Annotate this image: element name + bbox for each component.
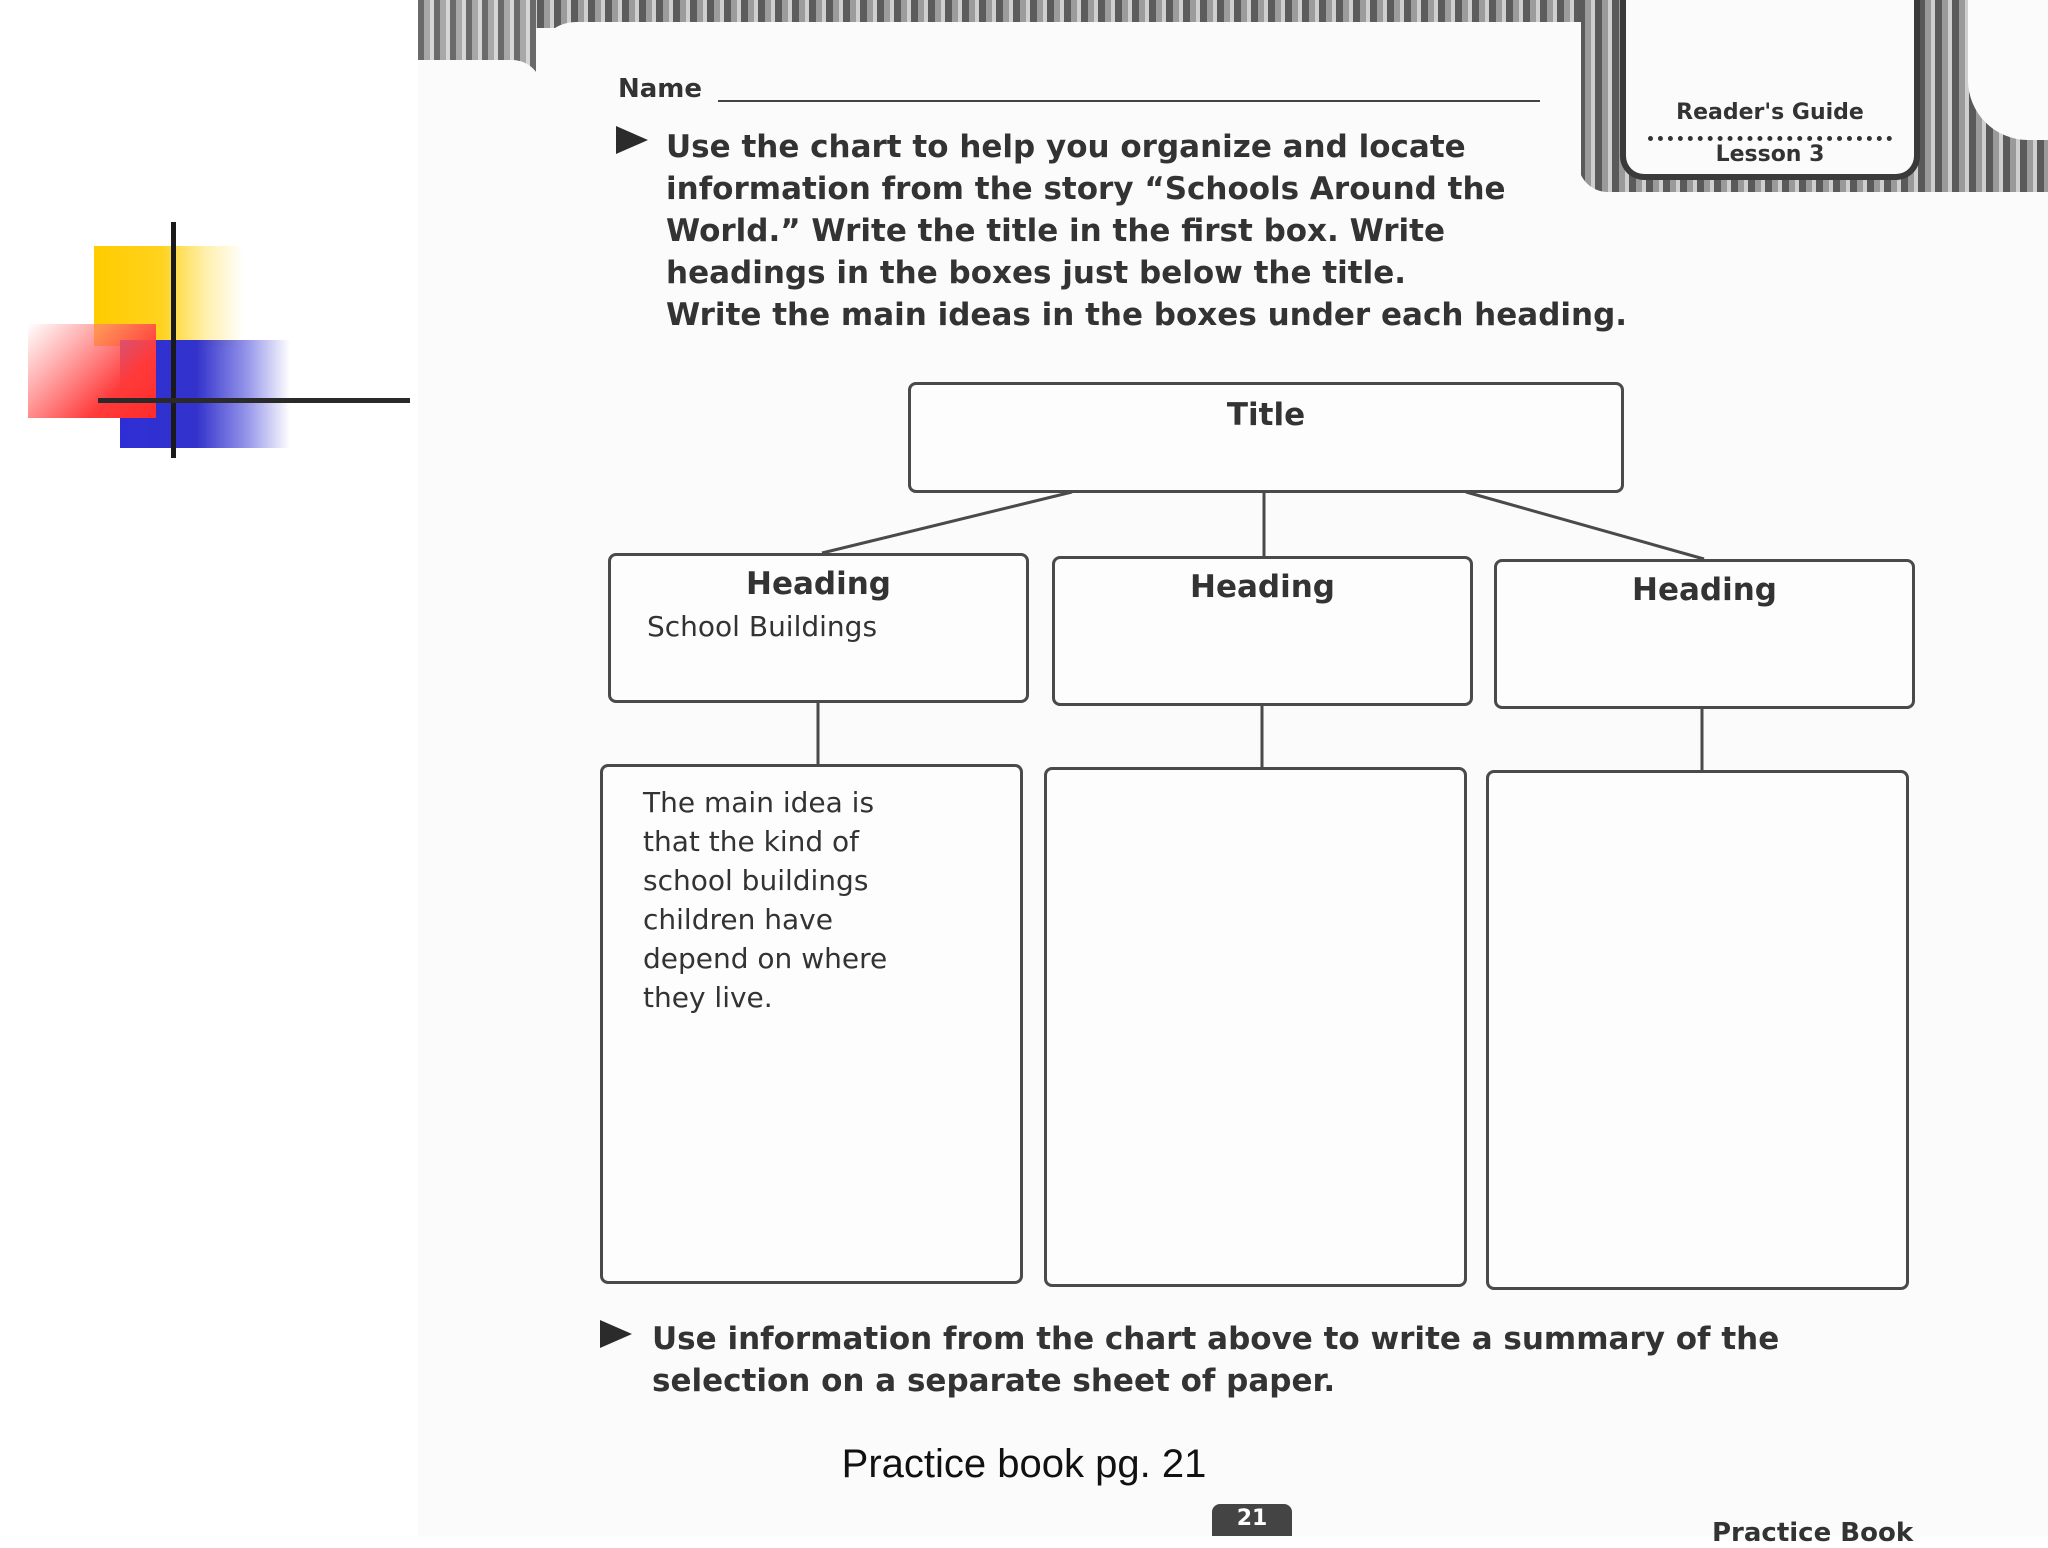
heading-box-2-label: Heading: [1190, 569, 1335, 605]
instructions-text: Use the chart to help you organize and locate information from the story “Schools Around the World.” Write the title in the first box. Write headings in the boxes just below the title. Write the main ideas in the boxes under each heading.: [666, 129, 1628, 333]
heading-box-3: [1494, 559, 1915, 709]
main-idea-box-2: [1044, 767, 1467, 1287]
page-number: 21: [1212, 1504, 1292, 1536]
main-idea-box-1-text: The main idea is that the kind of school buildings children have depend on where they live.: [643, 786, 888, 1014]
bullet-arrow-icon: [600, 1320, 632, 1348]
practice-book-footer: Practice Book: [1712, 1518, 1914, 1548]
main-idea-box-3: [1486, 770, 1909, 1290]
title-box-label: Title: [1226, 397, 1306, 433]
slide-caption: Practice book pg. 21: [841, 1442, 1207, 1486]
connector-title-heading-3: [1466, 492, 1704, 559]
main-idea-box-1: [600, 764, 1023, 1284]
heading-box-2: [1052, 556, 1473, 706]
connector-title-heading-1: [822, 492, 1072, 553]
lesson-label: Lesson 3: [1715, 142, 1825, 167]
heading-box-3-label: Heading: [1632, 572, 1777, 608]
title-box: [908, 382, 1624, 493]
heading-box-1-label: Heading: [746, 566, 891, 602]
readers-guide-label: Reader's Guide: [1676, 100, 1864, 125]
name-label: Name: [618, 74, 703, 104]
heading-box-1-value: School Buildings: [647, 610, 878, 643]
heading-box-1: [608, 553, 1029, 703]
summary-instruction-text: Use information from the chart above to write a summary of the selection on a separate sheet of paper.: [652, 1321, 1780, 1399]
